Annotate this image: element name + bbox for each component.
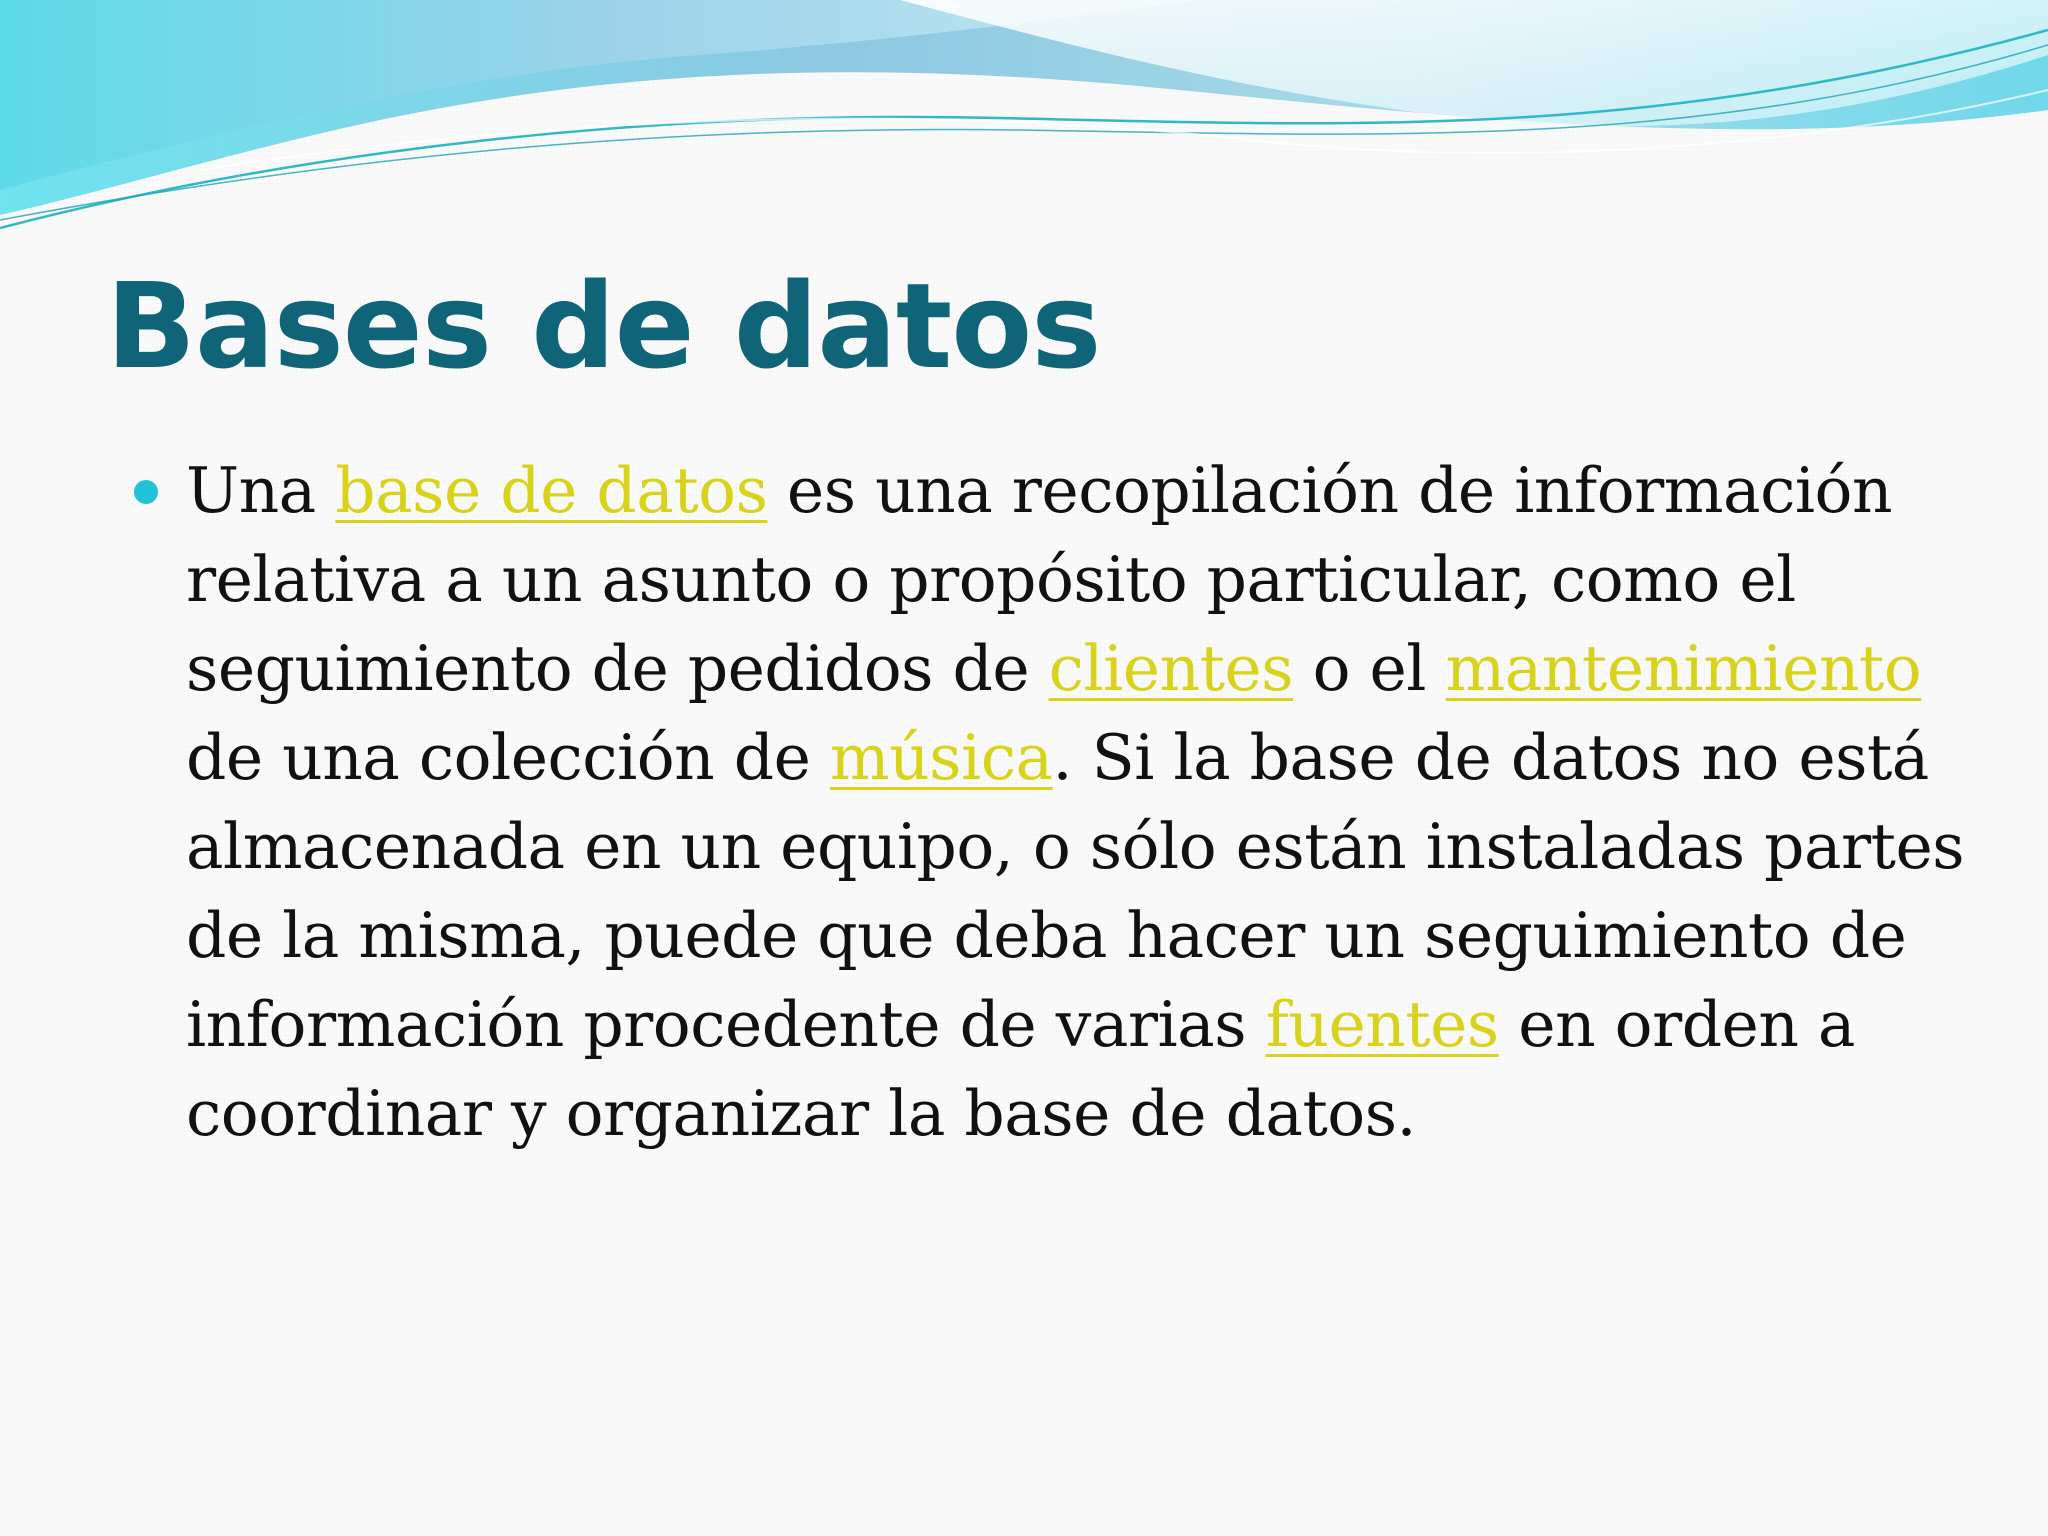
bullet-item bbox=[130, 446, 2010, 1158]
link-fuentes[interactable]: fuentes bbox=[1265, 988, 1499, 1061]
wave-header-decoration bbox=[0, 0, 2048, 240]
text-segment: Una bbox=[186, 454, 336, 527]
slide-title: Bases de datos bbox=[106, 257, 1101, 395]
bullet-dot-icon bbox=[134, 480, 158, 504]
text-segment: . Si la base de datos no está almacenada en un equipo, o sólo están instaladas partes de la misma, puede que deba hacer un seguimiento de información procedente de varias bbox=[186, 721, 1965, 1061]
link-musica[interactable]: música bbox=[829, 721, 1053, 794]
text-segment: en orden a coordinar y organizar la base de datos. bbox=[186, 988, 1855, 1150]
bullet-paragraph bbox=[186, 446, 2010, 1158]
link-base-de-datos[interactable]: base de datos bbox=[335, 454, 768, 527]
text-segment: de una colección de bbox=[186, 721, 830, 794]
link-mantenimiento[interactable]: mantenimiento bbox=[1445, 632, 1922, 705]
link-clientes[interactable]: clientes bbox=[1048, 632, 1294, 705]
text-segment: o el bbox=[1293, 632, 1446, 705]
text-segment: es una recopilación de información relativa a un asunto o propósito particular, como el seguimiento de pedidos de bbox=[186, 454, 1893, 705]
content-area bbox=[130, 446, 2010, 1158]
